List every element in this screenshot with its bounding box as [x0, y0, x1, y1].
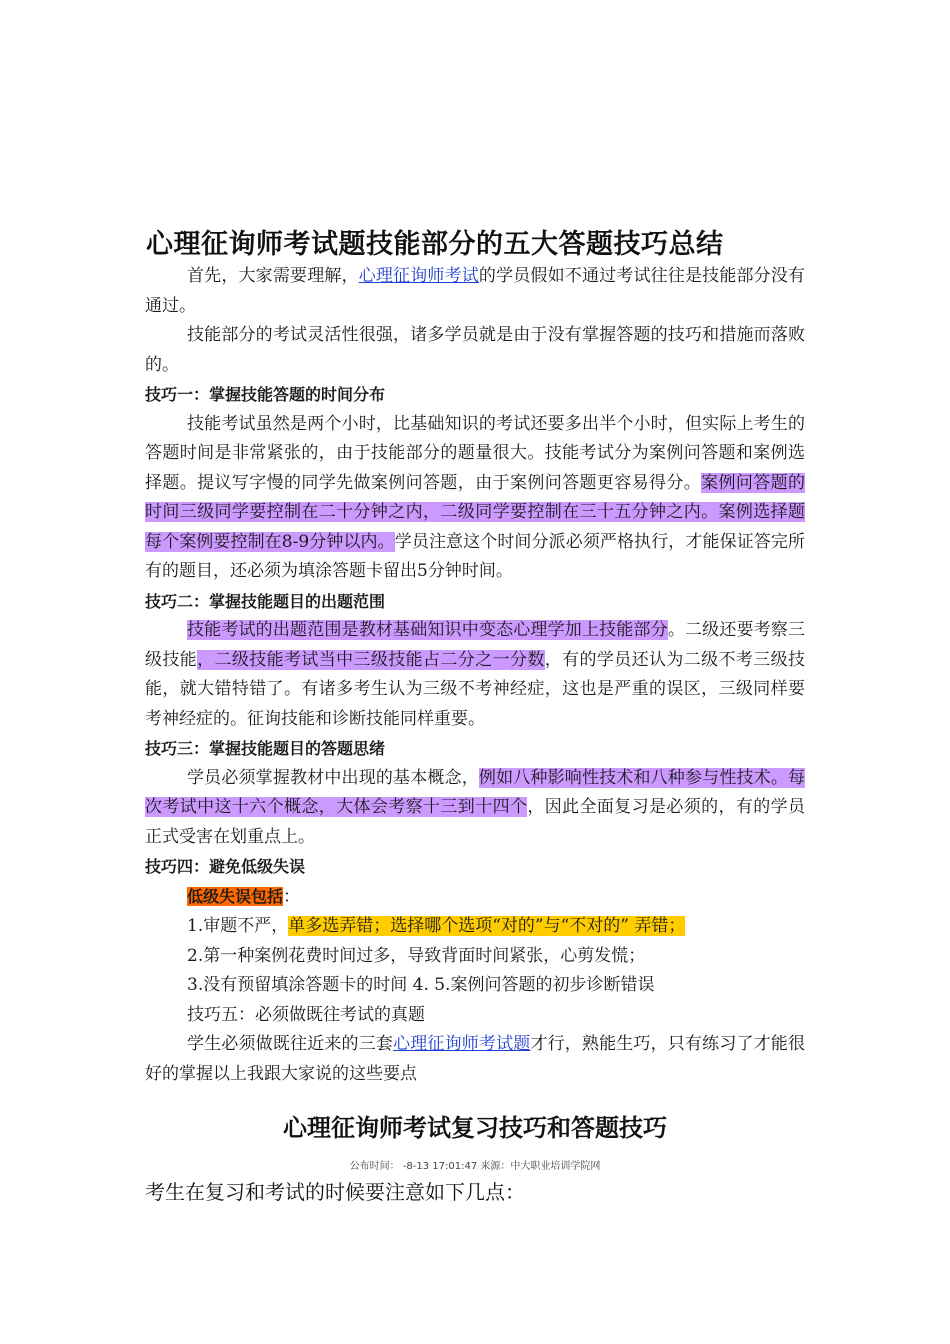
exam-link[interactable]: 心理征询师考试 [358, 266, 479, 286]
tip3-paragraph [145, 764, 805, 853]
tip2-text-post: ，有的学员还认为二级不考三级技能，就大错特错了。有诸多考生认为三级不考神经症，这也是严重的误区，三级同样要考神经症的。征询技能和诊断技能同样重要。 [145, 649, 806, 729]
tip2-paragraph [145, 616, 805, 734]
publish-meta: 公布时间： -8-13 17:01:47 来源：中大职业培训学院网 [349, 1161, 601, 1172]
intro-paragraph-1 [145, 262, 805, 321]
tip4-item1-highlight: 单多选弄错；选择哪个选项“对的”与“不对的” 弄错； [288, 916, 686, 936]
intro-paragraph-2: 技能部分的考试灵活性很强，诸多学员就是由于没有掌握答题的技巧和措施而落败的。 [145, 325, 805, 375]
tip4-label: 低级失误包括 [187, 886, 284, 906]
article-body [145, 262, 805, 1089]
tip3-text-post: ，因此全面复习是必须的，有的学员正式受害在划重点上。 [145, 797, 806, 847]
tip4-label-line [145, 882, 805, 913]
tip4-item-2: 2.第一种案例花费时间过多，导致背面时间紧张，心剪发慌； [187, 945, 646, 966]
page-title: 心理征询师考试题技能部分的五大答题技巧总结 [146, 229, 724, 260]
tip1-text-pre: 技能考试虽然是两个小时，比基础知识的考试还要多出半个小时，但实际上考生的答题时间是非常紧张的，由于技能部分的题量很大。技能考试分为案例问答题和案例选择题。提议写字慢的同学先做案例问答题，由于案例问答题更容易得分。 [145, 413, 805, 493]
tip2-heading: 技巧二：掌握技能题目的出题范围 [145, 591, 386, 611]
closing-paragraph [145, 1030, 805, 1089]
tip4-item-1 [145, 912, 805, 942]
section-title: 心理征询师考试复习技巧和答题技巧 [283, 1114, 667, 1142]
tip3-highlight: 例如八种影响性技术和八种参与性技术。每次考试中这十六个概念，大体会考察十三到十四个 [145, 767, 806, 817]
tip4-item-3: 3.没有预留填涂答题卡的时间 4. 5.案例问答题的初步诊断错误 [187, 975, 655, 995]
tip1-text-post: 学员注意这个时间分派必须严格执行，才能保证答完所有的题目，还必须为填涂答题卡留出5分钟时间。 [145, 531, 805, 581]
tip3-heading: 技巧三：掌握技能题目的答题思绪 [145, 739, 386, 758]
tip5-line: 技巧五：必须做既往考试的真题 [187, 1004, 425, 1025]
tip1-paragraph [145, 410, 805, 587]
tip3-text-pre: 学员必须掌握教材中出现的基本概念， [187, 767, 479, 788]
tip4-item1-pre: 1.审题不严， [187, 916, 289, 936]
intro1-text-post: 的学员假如不通过考试往往是技能部分没有通过。 [145, 266, 806, 316]
final-line: 考生在复习和考试的时候要注意如下几点： [145, 1180, 525, 1204]
tip2-text-mid: 。二级还要考察三级技能 [145, 620, 806, 670]
intro1-text-pre: 首先，大家需要理解， [187, 266, 359, 286]
tip2-highlight-2: ，二级技能考试当中三级技能占二分之一分数 [197, 649, 545, 670]
tip2-highlight-1: 技能考试的出题范围是教材基础知识中变态心理学加上技能部分 [187, 620, 668, 640]
tip1-highlight: 案例问答题的时间三级同学要控制在二十分钟之内，二级同学要控制在三十五分钟之内。案例选择题每个案例要控制在8-9分钟以内。 [145, 472, 806, 552]
closing-text-post: 才行，熟能生巧，只有练习了才能很好的掌握以上我跟大家说的这些要点 [145, 1034, 806, 1084]
exam-questions-link[interactable]: 心理征询师考试题 [393, 1034, 531, 1054]
tip4-heading: 技巧四：避免低级失误 [145, 857, 306, 876]
closing-text-pre: 学生必须做既往近来的三套 [187, 1034, 394, 1054]
tip1-heading: 技巧一：掌握技能答题的时间分布 [145, 385, 386, 404]
tip4-colon: ： [283, 886, 301, 907]
